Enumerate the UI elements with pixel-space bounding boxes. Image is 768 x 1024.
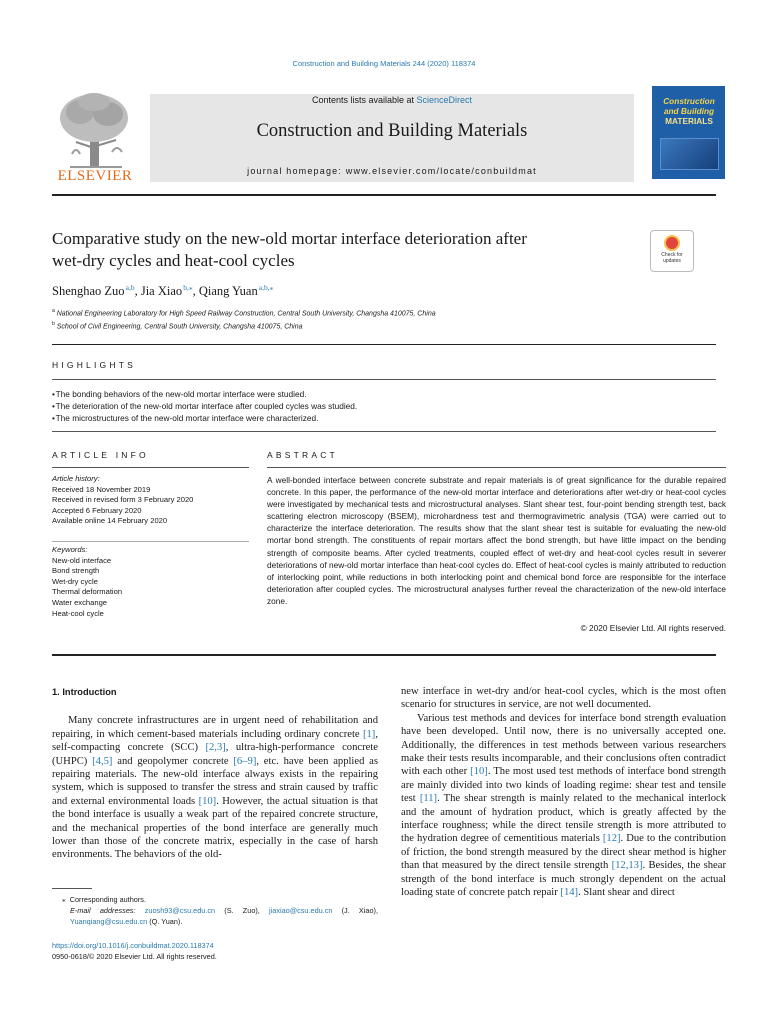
email-owner: (S. Zuo), — [215, 906, 270, 915]
header-divider — [52, 194, 716, 196]
article-title-line: Comparative study on the new-old mortar interface deterioration after — [52, 229, 527, 248]
keyword-item: Thermal deformation — [52, 587, 123, 597]
email-label: E-mail addresses: — [70, 906, 136, 915]
footnote-rule — [52, 888, 92, 889]
affiliation-item — [52, 306, 436, 319]
highlights-top-rule — [52, 344, 716, 345]
intro-paragraph: Many concrete infrastructures are in urgent need of rehabilitation and repairing, in which cement-based materials including ordinary concrete [1], self-compacting concrete (SCC) [2,3], ultra-high-performance concrete (UHPC) [4,5] and geopolymer concrete [6–9], etc. have been applied as repairing materials. The new-old interface always exists in the repairing system, which is supposed to transfer the stress and strain caused by traffic and external environmental loads [10]. However, the actual situation is that the bond interface is usually a weak part of the repaired concrete structure, and the mechanical properties of the bond interface are generally much lower than those of the concrete matrix, especially in the case of harsh environments. The behaviors of the old- — [52, 715, 378, 861]
citation-link[interactable]: [11] — [419, 793, 438, 805]
doi-block — [52, 940, 378, 962]
cover-title-line: and Building — [663, 106, 715, 116]
email-link[interactable]: Yuanqiang@csu.edu.cn — [70, 917, 148, 926]
article-title-line: wet-dry cycles and heat-cool cycles — [52, 251, 295, 270]
abstract-rule — [267, 467, 726, 468]
highlight-item: • The deterioration of the new-old mortar interface after coupled cycles was studied. — [52, 401, 358, 412]
affiliation-item — [52, 319, 436, 332]
elsevier-wordmark: ELSEVIER — [57, 168, 133, 184]
affiliation-text: School of Civil Engineering, Central South University, Changsha 410075, China — [56, 323, 303, 331]
intro-paragraph-continued: new interface in wet-dry and/or heat-cool cycles, which is the most often scenario for structures in service, are not well documented. — [401, 686, 726, 711]
citation-link[interactable]: [10] — [470, 766, 488, 778]
highlights-list — [52, 388, 357, 425]
footnote-star: ⁎ — [62, 895, 66, 904]
affiliation-marker: a — [52, 308, 55, 314]
keywords-label: Keywords: — [52, 545, 88, 554]
history-item: Received in revised form 3 February 2020 — [52, 495, 194, 505]
author-name[interactable]: Jia Xiao — [140, 284, 183, 299]
article-info-heading: ARTICLE INFO — [52, 450, 149, 460]
email-owner: (Q. Yuan). — [147, 917, 183, 926]
citation-link[interactable]: [12,13] — [611, 860, 643, 872]
check-for-updates-button[interactable] — [650, 230, 694, 272]
citation-link[interactable]: [14] — [560, 887, 579, 899]
keywords-rule — [52, 541, 249, 542]
citation-link[interactable]: [10] — [198, 795, 217, 807]
journal-homepage-link[interactable]: journal homepage: www.elsevier.com/locate/conbuildmat — [247, 166, 537, 176]
affiliation-text: National Engineering Laboratory for High Speed Railway Construction, Central South University, Changsha 410075, China — [56, 310, 436, 318]
crossmark-icon — [664, 235, 680, 251]
keyword-item: Bond strength — [52, 566, 100, 576]
elsevier-logo[interactable] — [52, 88, 138, 184]
highlight-text: The deterioration of the new-old mortar interface after coupled cycles was studied. — [55, 401, 358, 412]
citation-link[interactable]: [6–9] — [233, 755, 257, 767]
cover-title — [656, 96, 722, 126]
keyword-item: Wet-dry cycle — [52, 576, 98, 586]
contents-prefix: Contents lists available at — [311, 95, 417, 105]
email-link[interactable]: jiaxiao@csu.edu.cn — [269, 906, 333, 915]
journal-reference-link[interactable]: Construction and Building Materials 244 (2020) 118374 — [292, 59, 476, 68]
footnote-text: Corresponding authors. — [69, 895, 146, 904]
history-item: Received 18 November 2019 — [52, 484, 151, 494]
check-updates-label: updates — [663, 258, 681, 264]
cover-image — [660, 138, 719, 170]
author-name[interactable]: Shenghao Zuo — [52, 284, 125, 299]
highlights-bottom-rule — [52, 431, 716, 432]
keywords-list — [52, 545, 252, 619]
corresponding-author-footnote — [52, 894, 378, 927]
highlights-rule — [52, 379, 716, 380]
footnote-corresponding — [52, 894, 378, 905]
cover-title-line: MATERIALS — [665, 116, 713, 126]
sciencedirect-link[interactable]: ScienceDirect — [416, 95, 473, 105]
author-list — [52, 283, 273, 299]
journal-cover-thumbnail[interactable] — [652, 86, 725, 179]
abstract-bottom-rule — [52, 654, 716, 656]
doi-link[interactable]: https://doi.org/10.1016/j.conbuildmat.2020.118374 — [52, 941, 214, 950]
abstract-heading: ABSTRACT — [267, 450, 338, 460]
cover-title-line: Construction — [663, 96, 715, 106]
issn-line: 0950-0618/© 2020 Elsevier Ltd. All rights reserved. — [52, 952, 217, 961]
highlight-item: • The microstructures of the new-old mortar interface were characterized. — [52, 413, 319, 424]
footnote-emails — [52, 905, 378, 927]
affiliation-marker: b — [52, 321, 55, 328]
history-label: Article history: — [52, 474, 100, 483]
citation-link[interactable]: [1] — [362, 728, 376, 740]
journal-title[interactable]: Construction and Building Materials — [256, 121, 528, 141]
citation-link[interactable]: [2,3] — [205, 742, 226, 754]
keyword-item: New-old interface — [52, 555, 112, 565]
email-link[interactable]: zuosh93@csu.edu.cn — [144, 906, 216, 915]
highlight-item: • The bonding behaviors of the new-old mortar interface were studied. — [52, 389, 307, 399]
author-name[interactable]: Qiang Yuan — [198, 284, 258, 299]
article-info-rule — [52, 467, 249, 468]
history-item: Available online 14 February 2020 — [52, 516, 168, 526]
highlight-text: The microstructures of the new-old mortar interface were characterized. — [55, 413, 319, 424]
article-title — [52, 228, 642, 272]
citation-link[interactable]: [4,5] — [92, 755, 113, 767]
author-affiliation-sup[interactable]: a,b,⁎ — [258, 283, 274, 292]
abstract-text: A well-bonded interface between concrete substrate and repair materials is of great significance for the durable repaired concrete. In this paper, the performance of the new-old mortar interface and deteriorations after wet-dry or heat-cool cycles were investigated by mechanical tests and microstructural analyses. Slant shear test, four-point bending strength test, back scattering electron microscopy (BSEM), microhardness test and thermogravimetric analysis (TGA) were carried out to characterize the interface deterioration. The results show that the slant shear test is suitable for evaluating the new-old mortar bond strength. The constituents of repair mortars affect the bond strength, but have little impact on the bending strength of composite beams. After cycled treatments, coupled effect of wet-dry and heat-cool cycles result in severer deteriorations of new-old mortar interface than heat-cool cycles do. Effect of heat-cool cycles is mainly attributed to reduction of interlocking point, while reductions in both interlocking point and chemical bond force are responsible for the interface deterioration after coupled cycles. The microstructural analyses further reveal the characterization of the new-old interface zone. — [267, 475, 726, 606]
keyword-item: Water exchange — [52, 597, 108, 607]
affiliations — [52, 306, 436, 333]
citation-link[interactable]: [12] — [602, 833, 621, 845]
contents-line — [150, 95, 634, 105]
check-updates-label: Check for — [661, 252, 683, 258]
author-separator: , — [192, 284, 199, 299]
author-separator: , — [134, 284, 141, 299]
section-heading: 1. Introduction — [52, 687, 117, 697]
email-owner: (J. Xiao), — [332, 906, 378, 915]
author-affiliation-sup[interactable]: b,⁎ — [183, 283, 193, 292]
body-column-left — [52, 686, 378, 862]
author-affiliation-sup[interactable]: a,b — [125, 283, 135, 292]
history-item: Accepted 6 February 2020 — [52, 505, 142, 515]
highlight-text: The bonding behaviors of the new-old mortar interface were studied. — [55, 389, 307, 399]
keyword-item: Heat-cool cycle — [52, 608, 104, 618]
intro-paragraph: Various test methods and devices for interface bond strength evaluation have been developed. Until now, there is no universally accepted one. Additionally, the differences in test methods between various researchers make their tests results incomparable, and their conclusions often contradict with each other [10]. The most used test methods of interface bond strength are mainly divided into two kinds of loading regime: shear test and tensile test [11]. The shear strength is mainly related to the mechanical interlock and the amount of hydration product, which is greatly affected by the interface roughness; while the direct tensile strength is more attributed to the hydration degree of cementitious materials [12]. Due to the contribution of friction, the bond strength measured by the direct shear method is higher than that measured by the direct tensile strength [12,13]. Besides, the shear strength of the bond interface is much strongly dependent on the actual loading state of concrete patch repair [14]. Slant shear and direct — [401, 712, 727, 899]
body-column-right — [401, 685, 726, 900]
highlights-heading: HIGHLIGHTS — [52, 360, 136, 370]
abstract-copyright: © 2020 Elsevier Ltd. All rights reserved. — [580, 623, 726, 633]
article-history — [52, 474, 252, 527]
